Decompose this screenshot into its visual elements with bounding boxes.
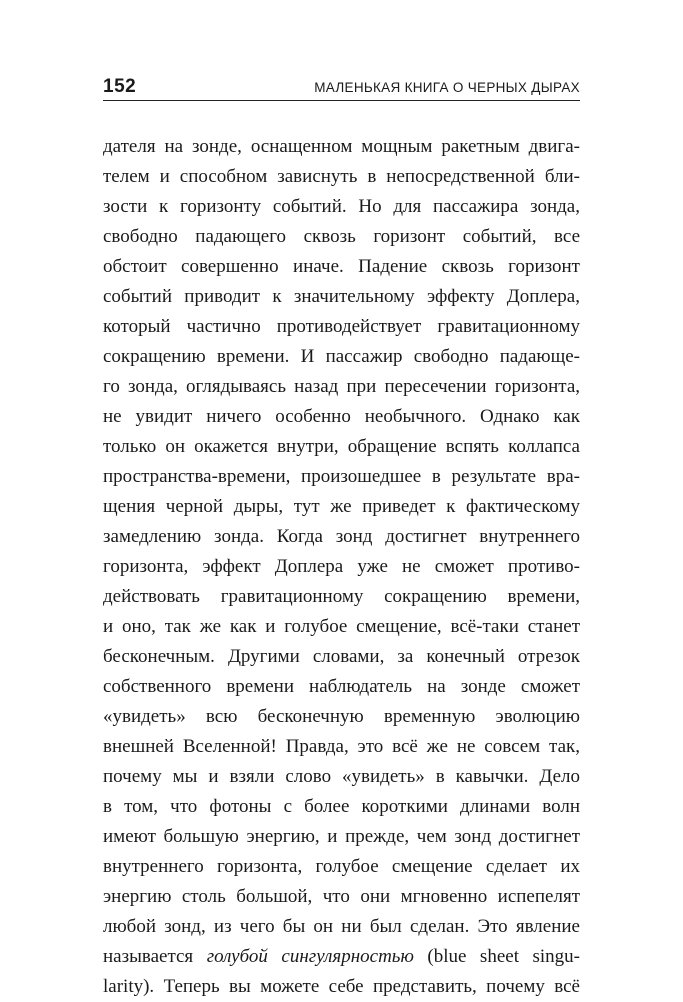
text-line: обстоит совершенно иначе. Падение сквозь горизонт [103, 256, 580, 277]
text-line: собственного времени наблюдатель на зонде сможет [103, 676, 580, 697]
text-line: событий приводит к значительному эффекту Доплера, [103, 286, 580, 307]
running-header [103, 74, 580, 101]
text-segment: называется [103, 946, 207, 967]
text-line: любой зонд, из чего бы он ни был сделан. Это явление [103, 916, 580, 937]
text-line: larity). Теперь вы можете себе представить, почему всё [103, 976, 580, 997]
text-line: го зонда, оглядываясь назад при пересечении горизонта, [103, 376, 580, 397]
text-line: зости к горизонту событий. Но для пассажира зонда, [103, 196, 580, 217]
body-text [103, 132, 580, 1002]
text-line: горизонта, эффект Доплера уже не сможет противо- [103, 556, 580, 577]
text-segment: (blue sheet singu- [413, 946, 580, 967]
text-line: телем и способном зависнуть в непосредственной бли- [103, 166, 580, 187]
text-line: сокращению времени. И пассажир свободно падающе- [103, 346, 580, 367]
page-number: 152 [103, 76, 137, 97]
text-line: дателя на зонде, оснащенном мощным ракетным двига- [103, 136, 580, 157]
text-line: почему мы и взяли слово «увидеть» в кавычки. Дело [103, 766, 580, 787]
italic-term: голубой сингулярностью [206, 946, 414, 967]
text-line-with-italic [103, 942, 580, 972]
text-line: щения черной дыры, тут же приведет к фактическому [103, 496, 580, 517]
text-line: «увидеть» всю бесконечную временную эволюцию [103, 706, 580, 727]
text-line: пространства-времени, произошедшее в результате вра- [103, 466, 580, 487]
text-line: в том, что фотоны с более короткими длинами волн [103, 796, 580, 817]
text-line: только он окажется внутри, обращение вспять коллапса [103, 436, 580, 457]
text-line: замедлению зонда. Когда зонд достигнет внутреннего [103, 526, 580, 547]
text-line: и оно, так же как и голубое смещение, всё-таки станет [103, 616, 580, 637]
text-line: который частично противодействует гравитационному [103, 316, 580, 337]
text-line: внутреннего горизонта, голубое смещение сделает их [103, 856, 580, 877]
text-line: энергию столь большой, что они мгновенно испепелят [103, 886, 580, 907]
text-line: бесконечным. Другими словами, за конечный отрезок [103, 646, 580, 667]
text-line: внешней Вселенной! Правда, это всё же не совсем так, [103, 736, 580, 757]
text-line: свободно падающего сквозь горизонт событий, все [103, 226, 580, 247]
text-line: действовать гравитационному сокращению времени, [103, 586, 580, 607]
text-line: имеют большую энергию, и прежде, чем зонд достигнет [103, 826, 580, 847]
text-line: не увидит ничего особенно необычного. Однако как [103, 406, 580, 427]
running-title: МАЛЕНЬКАЯ КНИГА О ЧЕРНЫХ ДЫРАХ [314, 80, 580, 95]
